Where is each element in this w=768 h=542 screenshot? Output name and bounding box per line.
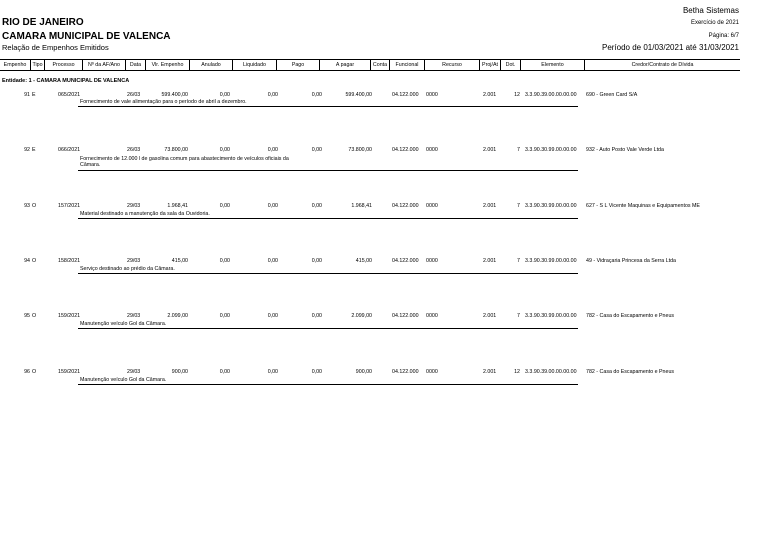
cell-funcional: 04.122.000 [392, 313, 419, 319]
state-name: RIO DE JANEIRO [2, 17, 84, 28]
cell-tipo: E [32, 147, 36, 153]
cell-a-pagar: 599.400,00 [345, 92, 372, 98]
row-divider [78, 384, 578, 385]
col-vlr-empenho: Vlr. Empenho [146, 60, 190, 70]
cell-empenho: 96 [24, 369, 30, 375]
cell-recurso: 0000 [426, 147, 438, 153]
row-description: Fornecimento de 12.000 l de gasolina comum para abastecimento de veículos oficiais da Câmara. [80, 156, 289, 169]
cell-elemento: 3.3.90.30.99.00.00.00 [525, 203, 577, 209]
cell-dot: 12 [514, 369, 520, 375]
cell-pago: 0,00 [311, 313, 322, 319]
cell-funcional: 04.122.000 [392, 203, 419, 209]
cell-liquidado: 0,00 [267, 147, 278, 153]
cell-a-pagar: 2.099,00 [351, 313, 372, 319]
exercise-year: Exercício de 2021 [690, 20, 739, 26]
col-funcional: Funcional [390, 60, 425, 70]
cell-valor: 900,00 [171, 369, 188, 375]
cell-credor: 782 - Casa do Escapamento e Pneus [586, 313, 675, 319]
cell-proj-at: 2.001 [483, 369, 497, 375]
cell-liquidado: 0,00 [267, 369, 278, 375]
cell-pago: 0,00 [311, 258, 322, 264]
cell-elemento: 3.3.90.30.99.00.00.00 [525, 147, 577, 153]
cell-empenho: 94 [24, 258, 30, 264]
cell-anulado: 0,00 [219, 147, 230, 153]
row-description: Manutenção veículo Gol da Câmara. [80, 377, 167, 383]
col-recurso: Recurso [425, 60, 480, 70]
entity-label: Entidade: 1 - CAMARA MUNICIPAL DE VALENCA [2, 78, 130, 84]
cell-processo: 157/2021 [58, 203, 81, 209]
cell-dot: 7 [517, 203, 520, 209]
cell-proj-at: 2.001 [483, 313, 497, 319]
cell-pago: 0,00 [311, 147, 322, 153]
cell-elemento: 3.3.90.39.00.00.00.00 [525, 92, 577, 98]
cell-anulado: 0,00 [219, 203, 230, 209]
cell-data: 29/03 [127, 369, 141, 375]
cell-processo: 158/2021 [58, 258, 81, 264]
cell-recurso: 0000 [426, 203, 438, 209]
cell-a-pagar: 1.968,41 [351, 203, 372, 209]
cell-recurso: 0000 [426, 258, 438, 264]
report-title: Relação de Empenhos Emitidos [2, 43, 109, 52]
cell-processo: 066/2021 [58, 147, 81, 153]
cell-a-pagar: 900,00 [355, 369, 372, 375]
cell-data: 26/03 [127, 147, 141, 153]
brand-name: Betha Sistemas [682, 6, 739, 15]
row-description: Serviço destinado ao prédio da Câmara. [80, 266, 175, 272]
cell-dot: 7 [517, 147, 520, 153]
cell-pago: 0,00 [311, 203, 322, 209]
cell-liquidado: 0,00 [267, 313, 278, 319]
cell-liquidado: 0,00 [267, 92, 278, 98]
cell-anulado: 0,00 [219, 92, 230, 98]
cell-anulado: 0,00 [219, 313, 230, 319]
cell-empenho: 95 [24, 313, 30, 319]
row-description: Manutenção veículo Gol da Câmara. [80, 321, 167, 327]
cell-credor: 782 - Casa do Escapamento e Pneus [586, 369, 675, 375]
cell-funcional: 04.122.000 [392, 258, 419, 264]
row-description: Material destinado a manutenção da sala da Ouvidoria. [80, 211, 210, 217]
cell-credor: 932 - Auto Posto Vale Verde Ltda [586, 147, 664, 153]
row-divider [78, 170, 578, 171]
row-divider [78, 328, 578, 329]
col-conta: Conta [371, 60, 390, 70]
cell-dot: 7 [517, 313, 520, 319]
cell-data: 29/03 [127, 203, 141, 209]
cell-tipo: O [32, 258, 37, 264]
col-empenho: Empenho [0, 60, 31, 70]
cell-empenho: 92 [24, 147, 30, 153]
cell-processo: 159/2021 [58, 313, 81, 319]
cell-recurso: 0000 [426, 92, 438, 98]
cell-data: 29/03 [127, 258, 141, 264]
cell-data: 26/03 [127, 92, 141, 98]
row-divider [78, 106, 578, 107]
report-period: Período de 01/03/2021 até 31/03/2021 [601, 43, 739, 52]
cell-dot: 12 [514, 92, 520, 98]
cell-credor: 49 - Vidraçaria Princesa da Serra Ltda [586, 258, 676, 264]
cell-proj-at: 2.001 [483, 92, 497, 98]
page-number: Página: 6/7 [708, 33, 739, 39]
col-tipo: Tipo [31, 60, 45, 70]
cell-elemento: 3.3.90.30.99.00.00.00 [525, 258, 577, 264]
row-description: Fornecimento de vale alimentação para o período de abril a dezembro. [80, 99, 247, 105]
cell-data: 29/03 [127, 313, 141, 319]
cell-credor: 690 - Green Card S/A [586, 92, 638, 98]
cell-tipo: E [32, 92, 36, 98]
col-data: Data [126, 60, 146, 70]
table-header [0, 59, 740, 71]
cell-tipo: O [32, 313, 37, 319]
cell-funcional: 04.122.000 [392, 147, 419, 153]
cell-valor: 415,00 [171, 258, 188, 264]
cell-pago: 0,00 [311, 92, 322, 98]
cell-proj-at: 2.001 [483, 258, 497, 264]
cell-elemento: 3.3.90.30.99.00.00.00 [525, 313, 577, 319]
cell-valor: 73.800,00 [164, 147, 188, 153]
cell-a-pagar: 73.800,00 [348, 147, 372, 153]
col-credor: Credor/Contrato de Dívida [631, 62, 694, 68]
row-divider [78, 273, 578, 274]
col-a-pagar: A pagar [320, 60, 371, 70]
col-anulado: Anulado [190, 60, 233, 70]
row-divider [78, 218, 578, 219]
col-dot: Dot. [501, 60, 521, 70]
cell-empenho: 91 [24, 92, 30, 98]
cell-valor: 599.400,00 [161, 92, 188, 98]
cell-recurso: 0000 [426, 313, 438, 319]
col-proj-at: Proj/At [480, 60, 501, 70]
cell-funcional: 04.122.000 [392, 92, 419, 98]
cell-processo: 159/2021 [58, 369, 81, 375]
cell-empenho: 93 [24, 203, 30, 209]
col-pago: Pago [277, 60, 320, 70]
cell-tipo: O [32, 203, 37, 209]
col-elemento: Elemento [521, 60, 585, 70]
cell-tipo: O [32, 369, 37, 375]
cell-credor: 627 - S L Vicente Maquinas e Equipamentos ME [586, 203, 700, 209]
cell-valor: 1.968,41 [167, 203, 188, 209]
col-af-ano: Nº da AF/Ano [83, 60, 126, 70]
organization-name: CAMARA MUNICIPAL DE VALENCA [2, 31, 171, 42]
col-processo: Processo [45, 60, 83, 70]
cell-valor: 2.099,00 [167, 313, 188, 319]
cell-proj-at: 2.001 [483, 203, 497, 209]
cell-elemento: 3.3.90.39.00.00.00.00 [525, 369, 577, 375]
cell-anulado: 0,00 [219, 369, 230, 375]
cell-anulado: 0,00 [219, 258, 230, 264]
cell-funcional: 04.122.000 [392, 369, 419, 375]
cell-processo: 065/2021 [58, 92, 81, 98]
cell-proj-at: 2.001 [483, 147, 497, 153]
cell-dot: 7 [517, 258, 520, 264]
cell-liquidado: 0,00 [267, 258, 278, 264]
cell-pago: 0,00 [311, 369, 322, 375]
cell-a-pagar: 415,00 [355, 258, 372, 264]
col-liquidado: Liquidado [233, 60, 277, 70]
cell-liquidado: 0,00 [267, 203, 278, 209]
cell-recurso: 0000 [426, 369, 438, 375]
